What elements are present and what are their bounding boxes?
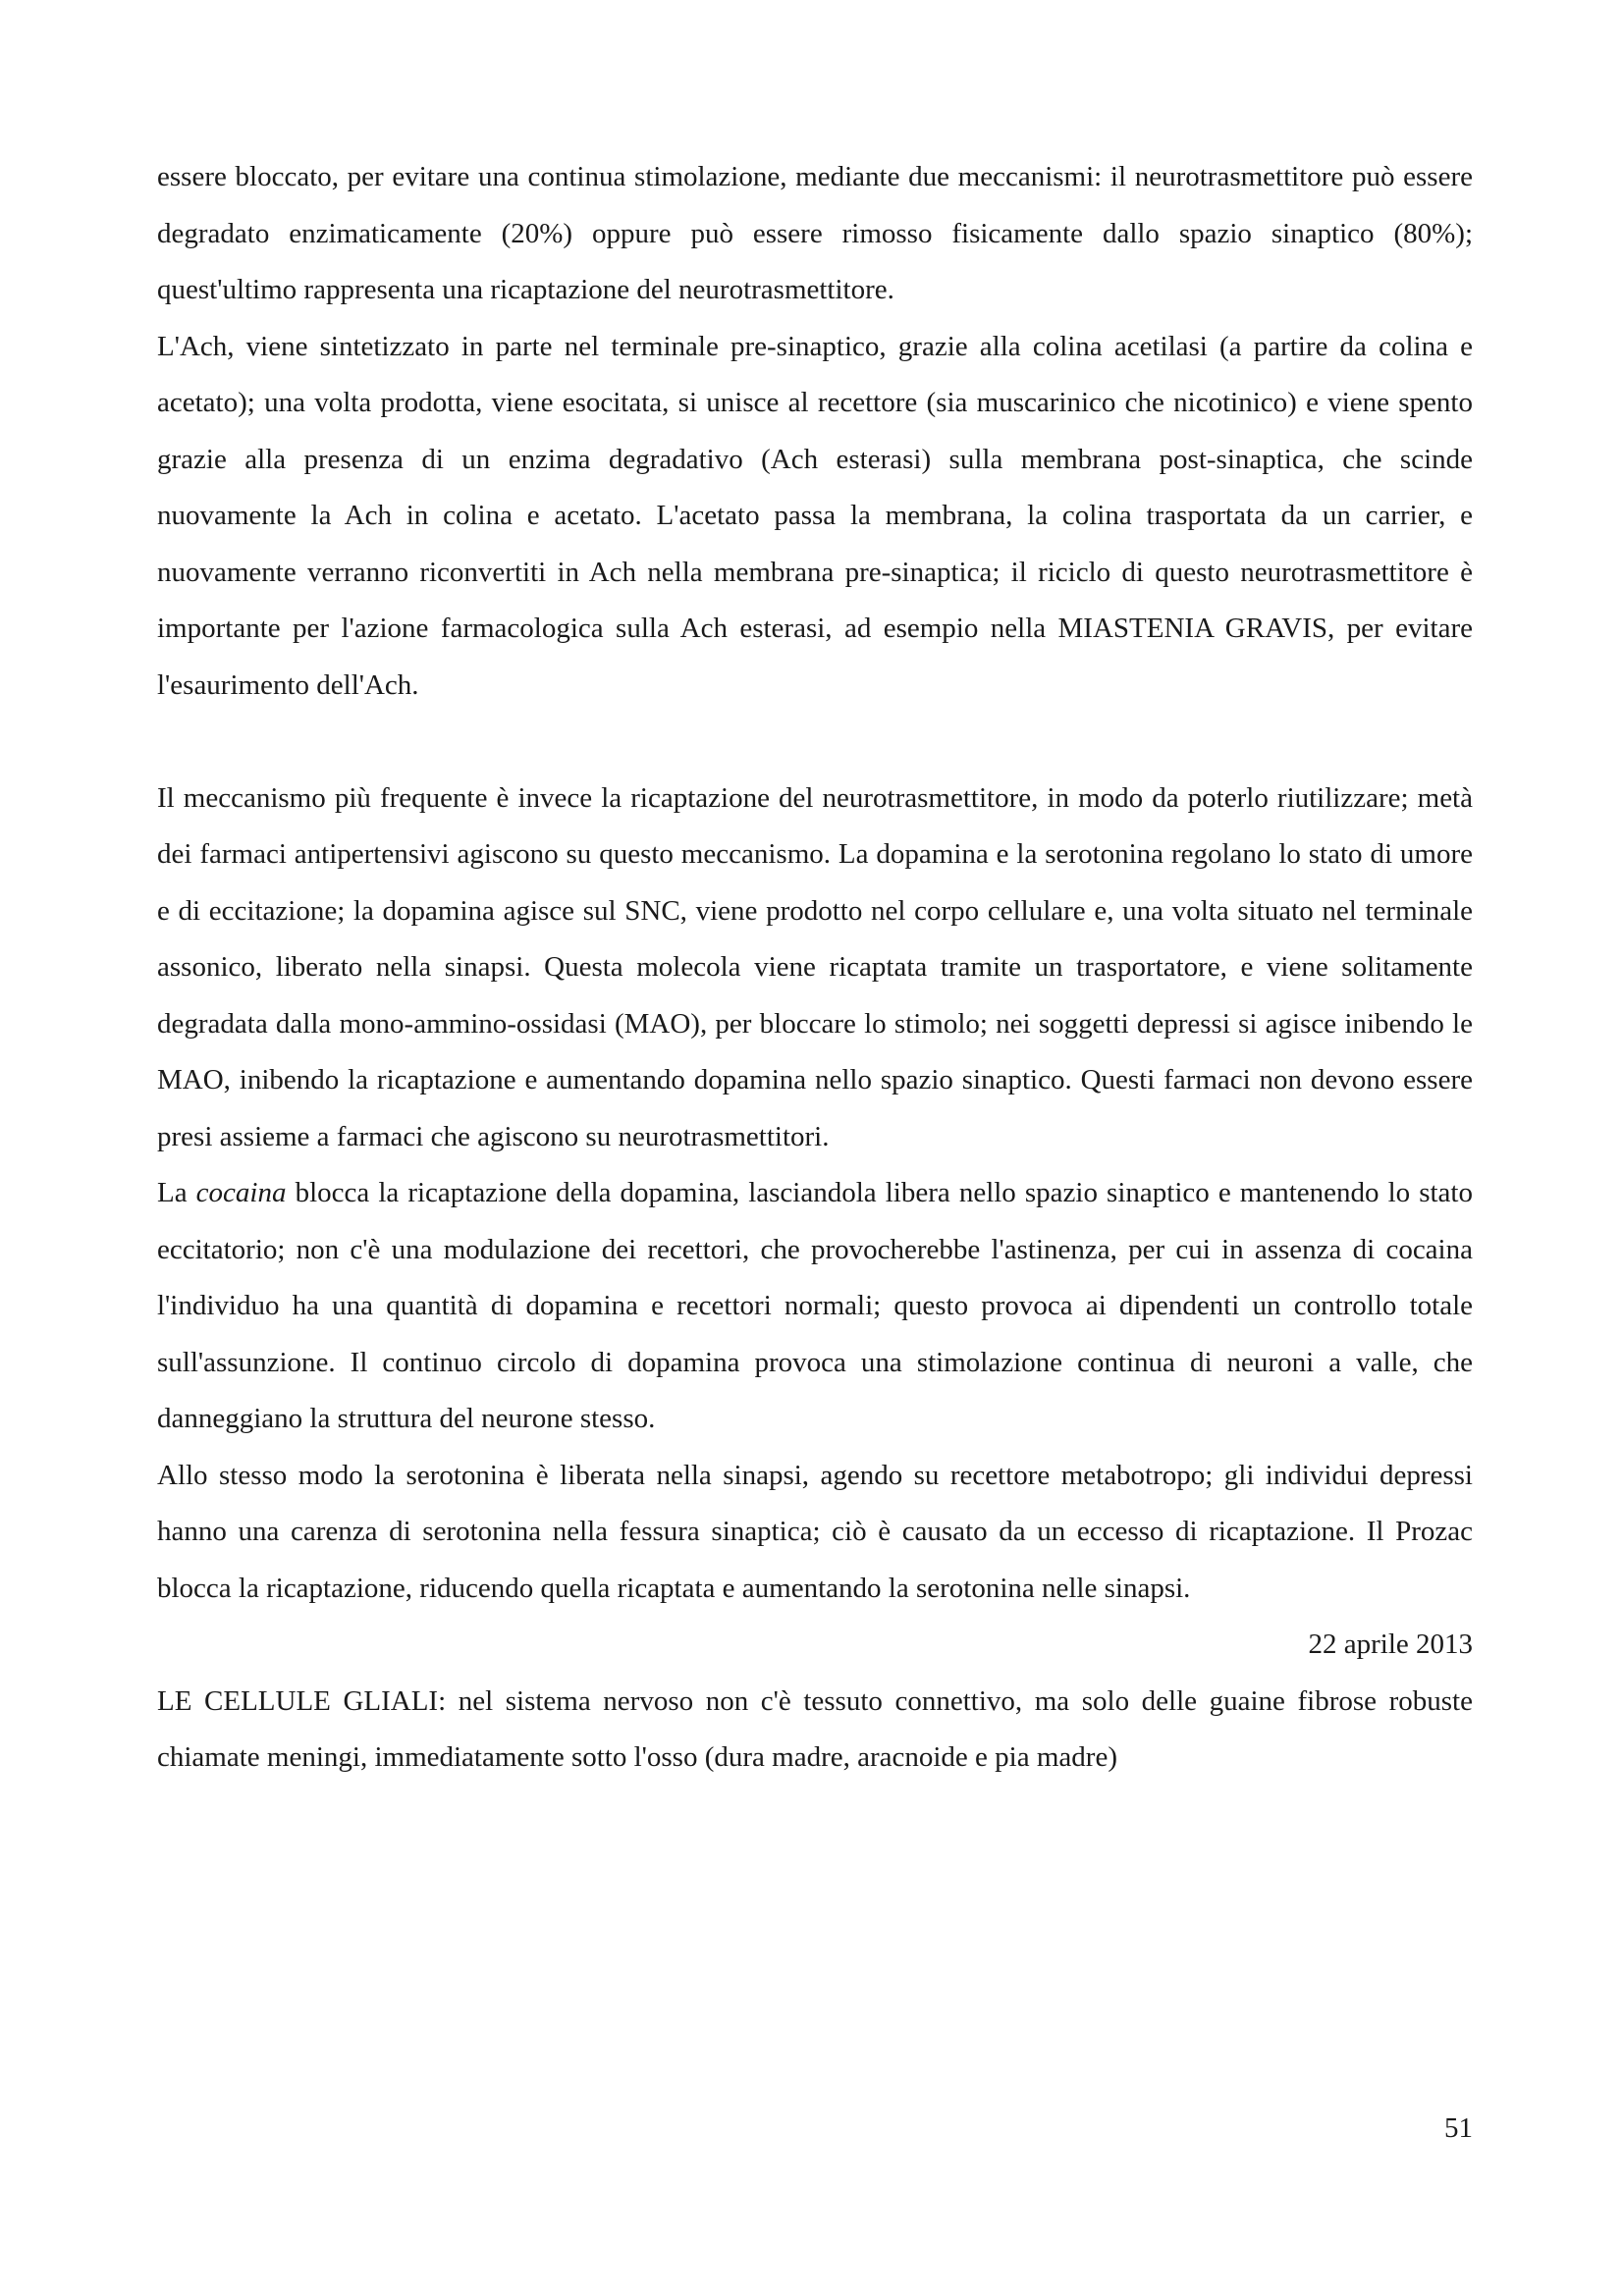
body-text [157,149,1473,1787]
paragraph-serotonin: Allo stesso modo la serotonina è liberata nella sinapsi, agendo su recettore metabotropo; gli individui depressi hanno una carenza di serotonina nella fessura sinaptica; ciò è causato da un eccesso di ricaptazione. Il Prozac blocca la ricaptazione, riducendo quella ricaptata e aumentando la serotonina nelle sinapsi. [157,1459,1473,1604]
lecture-date: 22 aprile 2013 [1308,1629,1473,1660]
paragraph-reuptake: Il meccanismo più frequente è invece la ricaptazione del neurotrasmettitore, in modo da poterlo riutilizzare; metà dei farmaci antipertensivi agiscono su questo meccanismo. La dopamina e la serotonina regolano lo stato di umore e di eccitazione; la dopamina agisce sul SNC, viene prodotto nel corpo cellulare e, una volta situato nel terminale assonico, liberato nella sinapsi. Questa molecola viene ricaptata tramite un trasportatore, e viene solitamente degradata dalla mono-ammino-ossidasi (MAO), per bloccare lo stimolo; nei soggetti depressi si agisce inibendo le MAO, inibendo la ricaptazione e aumentando dopamina nello spazio sinaptico. Questi farmaci non devono essere presi assieme a farmaci che agiscono su neurotrasmettitori. [157,781,1473,1152]
paragraph-glial-cells: LE CELLULE GLIALI: nel sistema nervoso non c'è tessuto connettivo, ma solo delle guaine fibrose robuste chiamate meningi, immediatamente sotto l'osso (dura madre, aracnoide e pia madre) [157,1684,1473,1773]
paragraph-acetylcholine-block: essere bloccato, per evitare una continua stimolazione, mediante due meccanismi: il neurotrasmettitore può essere degradato enzimaticamente (20%) oppure può essere rimosso fisicamente dallo spazio sinaptico (80%); quest'ultimo rappresenta una ricaptazione del neurotrasmettitore. [157,161,1473,305]
paragraph-cocaine [157,1165,1473,1448]
paragraph-ach-synthesis: L'Ach, viene sintetizzato in parte nel terminale pre-sinaptico, grazie alla colina acetilasi (a partire da colina e acetato); una volta prodotta, viene esocitata, si unisce al recettore (sia muscarinico che nicotinico) e viene spento grazie alla presenza di un enzima degradativo (Ach esterasi) sulla membrana post-sinaptica, che scinde nuovamente la Ach in colina e acetato. L'acetato passa la membrana, la colina trasportata da un carrier, e nuovamente verranno riconvertiti in Ach nella membrana pre-sinaptica; il riciclo di questo neurotrasmettitore è importante per l'azione farmacologica sulla Ach esterasi, ad esempio nella MIASTENIA GRAVIS, per evitare l'esaurimento dell'Ach. [157,330,1473,701]
cocaine-italic-term: cocaina [195,1177,287,1208]
page-number: 51 [1444,2112,1473,2144]
cocaine-rest-text: blocca la ricaptazione della dopamina, lasciandola libera nello spazio sinaptico e mantenendo lo stato eccitatorio; non c'è una modulazione dei recettori, che provocherebbe l'astinenza, per cui in assenza di cocaina l'individuo ha una quantità di dopamina e recettori normali; questo provoca ai dipendenti un controllo totale sull'assunzione. Il continuo circolo di dopamina provoca una stimolazione continua di neuroni a valle, che danneggiano la struttura del neurone stesso. [157,1177,1473,1434]
cocaine-lead-text: La [157,1177,196,1208]
